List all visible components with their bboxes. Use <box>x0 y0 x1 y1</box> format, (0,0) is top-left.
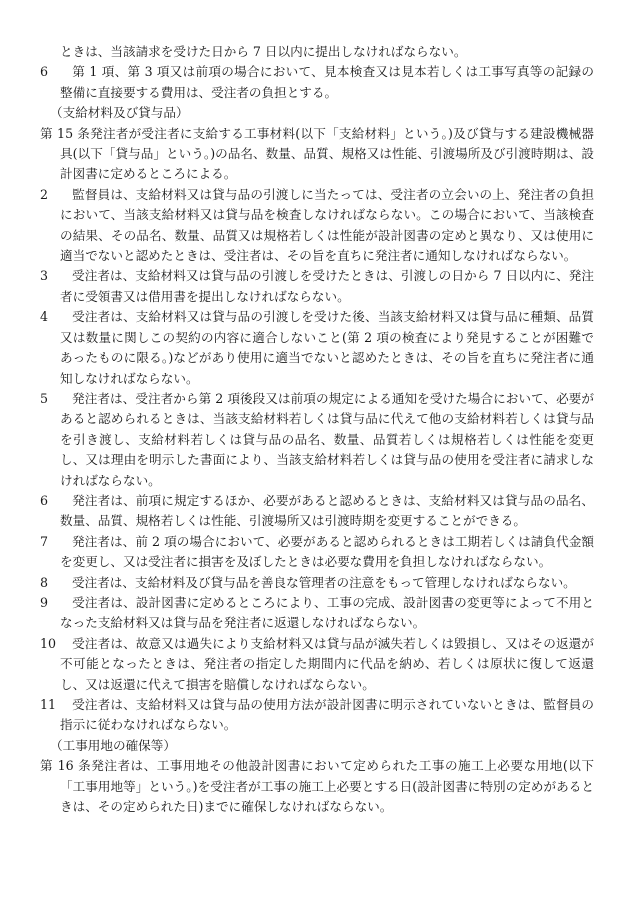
paragraph-number: 6 <box>40 64 49 80</box>
paragraph-text: 発注者は、前 2 項の場合において、必要があると認められるときは工期若しくは請負代金額を変更し、又は受注者に損害を及ぼしたときは必要な費用を負担しなければならない。 <box>60 533 594 570</box>
paragraph-text: 受注者は、支給材料又は貸与品の使用方法が設計図書に明示されていないときは、監督員の指示に従わなければならない。 <box>60 697 594 733</box>
paragraph-text: 第 1 項、第 3 項又は前項の場合において、見本検査又は見本若しくは工事写真等の記録の整備に直接要する費用は、受注者の負担とする。 <box>60 64 594 100</box>
art15-caption: （支給材料及び貸与品） <box>50 105 189 121</box>
art15-paragraph-9 <box>40 593 594 634</box>
art15-paragraph-3 <box>40 266 594 307</box>
art15-paragraph-4 <box>40 307 594 389</box>
art15-paragraph-2 <box>40 185 594 267</box>
art14-paragraph-6 <box>40 62 594 103</box>
continuation-text: ときは、当該請求を受けた日から 7 日以内に提出しなければならない。 <box>60 44 467 59</box>
paragraph-text: 受注者は、故意又は過失により支給材料又は貸与品が滅失若しくは毀損し、又はその返還が不可能となったときは、発注者の指定した期間内に代品を納め、若しくは原状に復して返還し、又は返還に代えて損害を賠償しなければならない。 <box>60 635 594 692</box>
paragraph-text: 発注者は、工事用地その他設計図書において定められた工事の施工上必要な用地(以下「工事用地等」という。)を受注者が工事の施工上必要とする日(設計図書に特別の定めがあるときは、その定められた日)までに確保しなければならない。 <box>60 758 594 815</box>
paragraph-text: 受注者は、支給材料及び貸与品を善良な管理者の注意をもって管理しなければならない。 <box>72 574 576 590</box>
art15-paragraph-8 <box>40 573 594 593</box>
paragraph-text: 監督員は、支給材料又は貸与品の引渡しに当たっては、受注者の立会いの上、発注者の負担において、当該支給材料又は貸与品を検査しなければならない。この場合において、当該検査の結果、その品名、数量、品質又は規格若しくは性能が設計図書の定めと異なり、又は使用に適当でないと認めたときは、受注者は、その旨を直ちに発注者に通知しなければならない。 <box>60 186 594 264</box>
paragraph-number: 2 <box>40 186 49 202</box>
paragraph-text: 受注者は、設計図書に定めるところにより、工事の完成、設計図書の変更等によって不用となった支給材料又は貸与品を発注者に返還しなければならない。 <box>60 594 594 631</box>
art15-paragraph-1 <box>40 124 594 185</box>
art15-paragraph-6 <box>40 491 594 532</box>
art15-paragraph-11 <box>40 695 594 736</box>
art15-paragraph-10 <box>40 634 594 695</box>
paragraph-number: 10 <box>40 635 57 651</box>
paragraph-number: 8 <box>40 574 49 590</box>
art15-paragraph-7 <box>40 532 594 573</box>
paragraph-number: 5 <box>40 390 49 406</box>
paragraph-number: 3 <box>40 268 49 284</box>
paragraph-number: 9 <box>40 594 49 610</box>
paragraph-number: 4 <box>40 309 49 325</box>
document-page <box>40 42 594 817</box>
art15-paragraph-5 <box>40 389 594 491</box>
paragraph-number: 11 <box>40 697 57 712</box>
art16-caption: （工事用地の確保等） <box>50 737 176 753</box>
paragraph-text: 発注者は、受注者から第 2 項後段又は前項の規定による通知を受けた場合において、必要があると認められるときは、当該支給材料若しくは貸与品に代えて他の支給材料若しくは貸与品を引き渡し、支給材料若しくは貸与品の品名、数量、品質若しくは規格若しくは性能を変更し、又は理由を明示した書面により、当該支給材料若しくは貸与品の使用を受注者に請求しなければならない。 <box>60 390 594 488</box>
paragraph-text: 発注者は、前項に規定するほか、必要があると認めるときは、支給材料又は貸与品の品名、数量、品質、規格若しくは性能、引渡場所又は引渡時期を変更することができる。 <box>60 492 594 529</box>
art16-paragraph-1 <box>40 756 594 817</box>
article-number: 第 15 条 <box>40 125 91 141</box>
paragraph-text: 受注者は、支給材料又は貸与品の引渡しを受けた後、当該支給材料又は貸与品に種類、品質又は数量に関しこの契約の内容に適合しないこと(第 2 項の検査により発見することが困難であったものに限る。)などがあり使用に適当でないと認めたときは、その旨を直ちに発注者に通知しなければならない。 <box>60 309 594 386</box>
paragraph-text: 発注者が受注者に支給する工事材料(以下「支給材料」という。)及び貸与する建設機械器具(以下「貸与品」という。)の品名、数量、品質、規格又は性能、引渡場所及び引渡時期は、設計図書に定めるところによる。 <box>60 125 594 182</box>
paragraph-number: 7 <box>40 533 49 549</box>
article-number: 第 16 条 <box>40 758 92 774</box>
paragraph-text: 受注者は、支給材料又は貸与品の引渡しを受けたときは、引渡しの日から 7 日以内に、発注者に受領書又は借用書を提出しなければならない。 <box>60 268 594 304</box>
paragraph-number: 6 <box>40 492 49 508</box>
